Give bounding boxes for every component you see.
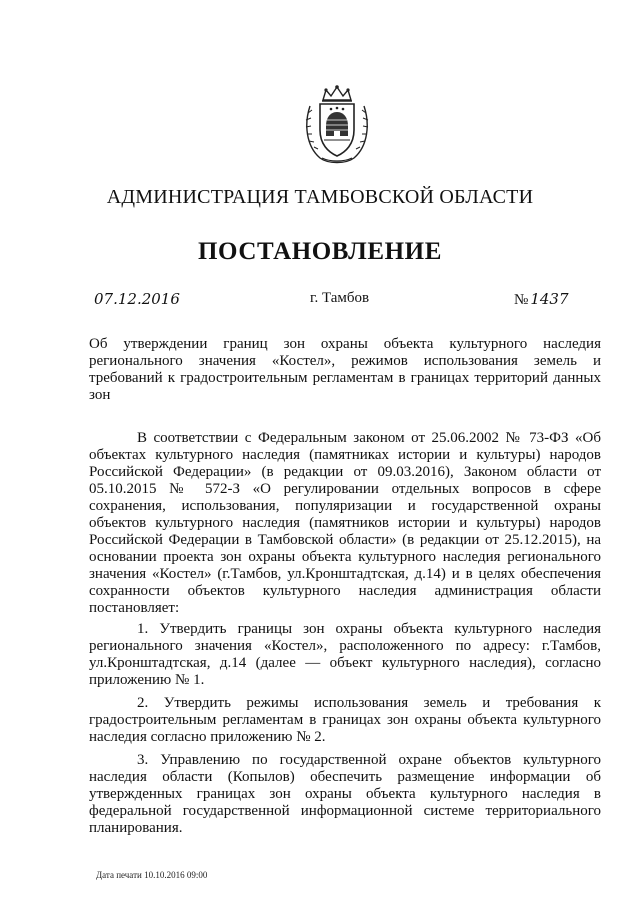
- organization-title: АДМИНИСТРАЦИЯ ТАМБОВСКОЙ ОБЛАСТИ: [106, 186, 534, 208]
- document-city: г. Тамбов: [310, 290, 370, 306]
- coat-of-arms-emblem: [300, 84, 374, 166]
- document-type-heading: ПОСТАНОВЛЕНИЕ: [197, 238, 443, 265]
- document-number: [514, 290, 569, 309]
- number-sign: №: [514, 292, 529, 308]
- document-date: 07.12.2016: [94, 290, 180, 308]
- preamble-paragraph: В соответствии с Федеральным законом от 25.06.2002 № 73-ФЗ «Об объектах культурного наследия (памятниках истории и культуры) народов Российской Федерации» (в редакции от 09.03.2016), Законом области от 05.10.2015 № 572-З «О регулировании отдельных вопросов в сфере сохранения, использования, популяризации и государственной охраны объектов культурного наследия (памятников истории и культуры) народов Российской Федерации в Тамбовской области» (в редакции от 25.12.2015), на основании проекта зон охраны объекта культурного наследия регионального значения «Костел» (г.Тамбов, ул.Кронштадтская, д.14) и в целях обеспечения сохранности объектов культурного наследия администрация области постановляет:: [89, 430, 601, 616]
- resolution-item-1: 1. Утвердить границы зон охраны объекта культурного наследия регионального значения «Костел», расположенного по адресу: г.Тамбов, ул.Кронштадтская, д.14 (далее — объект культурного наследия), согласно приложению № 1.: [89, 621, 601, 688]
- document-body: [89, 430, 601, 843]
- resolution-item-2: 2. Утвердить режимы использования земель и требования к градостроительным регламентам в границах зон охраны объекта культурного наследия согласно приложению № 2.: [89, 695, 601, 745]
- resolution-item-3: 3. Управлению по государственной охране объектов культурного наследия области (Копылов) обеспечить размещение информации об утвержденных границах зон охраны объекта культурного наследия в федеральной государственной информационной системе территориального планирования.: [89, 752, 601, 836]
- document-meta-row: [0, 290, 640, 314]
- number-value: 1437: [530, 290, 569, 308]
- print-date-footer: Дата печати 10.10.2016 09:00: [96, 870, 208, 880]
- document-subject: Об утверждении границ зон охраны объекта культурного наследия регионального значения «Костел», режимов использования земель и требований к градостроительным регламентам в границах территорий данных зон: [89, 336, 601, 403]
